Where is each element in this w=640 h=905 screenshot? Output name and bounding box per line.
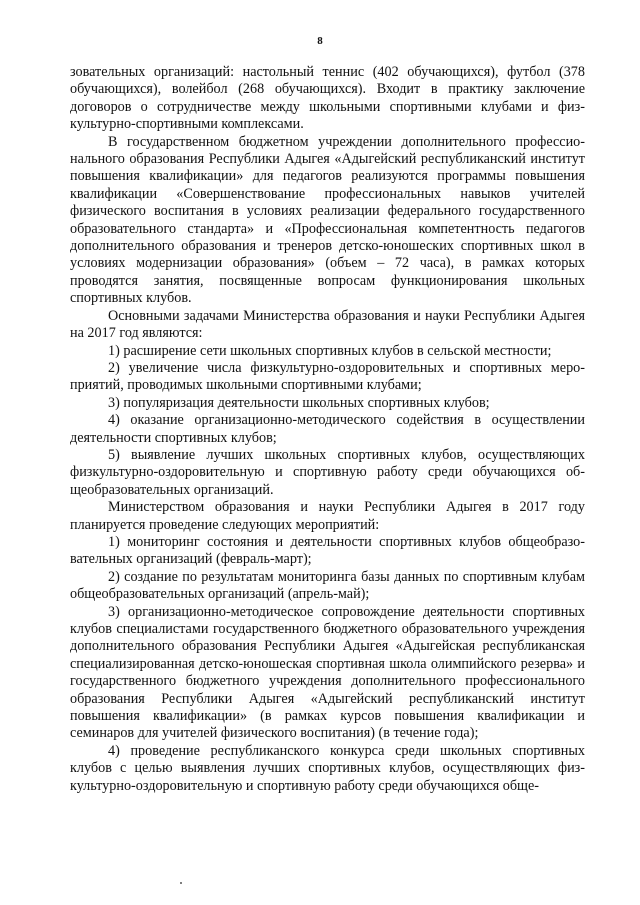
paragraph: В государственном бюджетном учреждении дополнительного профессионального образования Республики Адыгея «Адыгейский республиканский институт повышения квалификации» для педагогов реализуются программы повышения квалификации «Совершенствование профессиональных навыков учителей физического воспитания в условиях реализации федерального государственного образовательного стандарта» и «Профессиональная компетентность педагогов дополнительного образования и тренеров детско-юношеских спортивных школ в условиях модернизации образования» (объем – 72 часа), в рамках которых проводятся занятия, посвященные вопросам функционирования школьных спортивных клубов.: [70, 133, 585, 307]
paragraph: Основными задачами Министерства образования и науки Республики Адыгея на 2017 год являются:: [70, 307, 585, 342]
paragraph: зовательных организаций: настольный теннис (402 обучающихся), футбол (378 обучающихся), волейбол (268 обучающихся). Входит в практику заключение договоров о сотрудничестве между школьными спортивными клубами и физкультурно-спортивными комплексами.: [70, 64, 585, 133]
list-item: 4) проведение республиканского конкурса среди школьных спортивных клубов с целью выявления лучших спортивных клубов, осуществляющих физкультурно-оздоровительную и спортивную работу среди обучающихся обще-: [70, 742, 585, 794]
list-item: 3) популяризация деятельности школьных спортивных клубов;: [108, 394, 490, 411]
list-item: 2) увеличение числа физкультурно-оздоровительных и спортивных мероприятий, проводимых школьными спортивными клубами;: [70, 359, 585, 394]
page-number: 8: [317, 35, 323, 47]
scan-speck: [180, 882, 182, 884]
list-item: 1) мониторинг состояния и деятельности спортивных клубов общеобразовательных организаций (февраль-март);: [70, 533, 585, 568]
list-item: 4) оказание организационно-методического содействия в осуществлении деятельности спортивных клубов;: [70, 412, 585, 446]
paragraph: Министерством образования и науки Республики Адыгея в 2017 году планируется проведение следующих мероприятий:: [70, 499, 585, 533]
list-item: 1) расширение сети школьных спортивных клубов в сельской местности;: [108, 342, 552, 359]
list-item: 2) создание по результатам мониторинга базы данных по спортивным клубам общеобразовательных организаций (апрель-май);: [70, 568, 585, 603]
list-item: 5) выявление лучших школьных спортивных клубов, осуществляющих физкультурно-оздоровительную и спортивную работу среди обучающихся общеобразовательных организаций.: [70, 446, 585, 498]
body-text: [70, 64, 585, 795]
list-item: 3) организационно-методическое сопровождение деятельности спортивных клубов специалистами государственного бюджетного образовательного учреждения дополнительного образования Республики Адыгея «Адыгейская республиканская специализированная детско-юношеская спортивная школа олимпийского резерва» и государственного бюджетного учреждения дополнительного профессионального образования Республики Адыгея «Адыгейский республиканский институт повышения квалификации» (в рамках курсов повышения квалификации и семинаров для учителей физического воспитания) (в течение года);: [70, 603, 585, 742]
